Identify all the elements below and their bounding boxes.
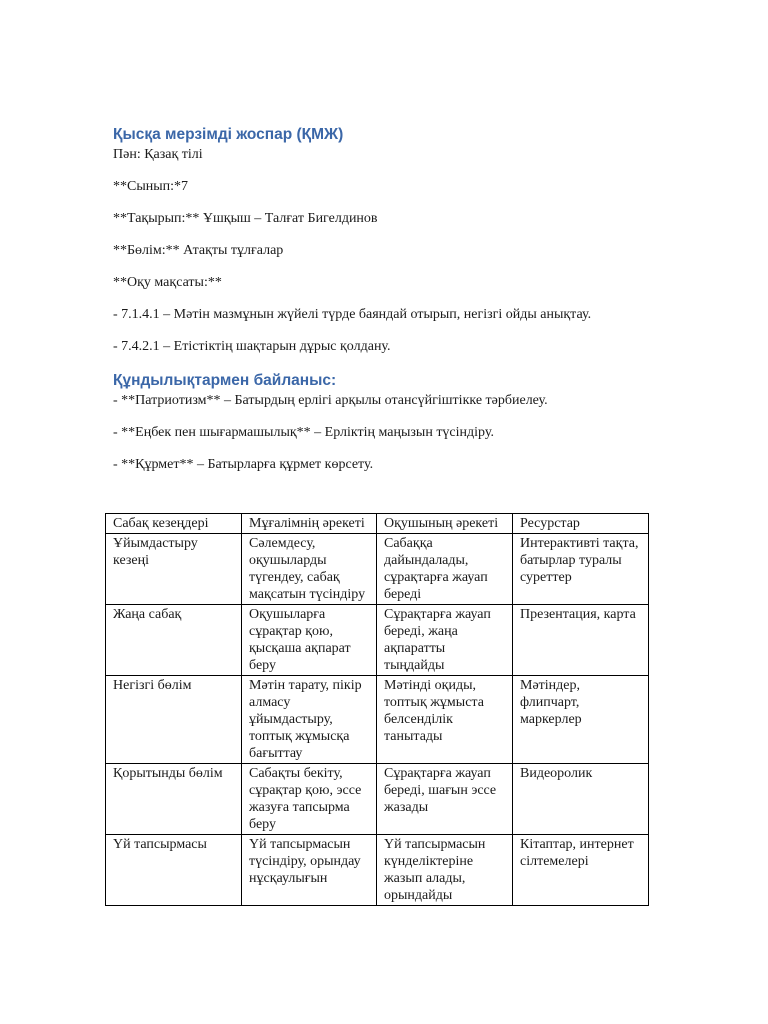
table-cell: Қорытынды бөлім <box>106 764 242 835</box>
value-item: - **Еңбек пен шығармашылық** – Ерліктің маңызын түсіндіру. <box>113 425 494 440</box>
table-cell: Кітаптар, интернет сілтемелері <box>513 835 649 906</box>
header-cell: Ресурстар <box>513 514 649 534</box>
goal-item: - 7.4.2.1 – Етістіктің шақтарын дұрыс қолдану. <box>113 339 391 354</box>
header-cell: Сабақ кезеңдері <box>106 514 242 534</box>
value-item: - **Патриотизм** – Батырдың ерлігі арқылы отансүйгіштікке тәрбиелеу. <box>113 393 548 408</box>
table-row <box>106 764 649 835</box>
table-cell: Сабақты бекіту, сұрақтар қою, эссе жазуға тапсырма беру <box>242 764 377 835</box>
table-cell: Сұрақтарға жауап береді, жаңа ақпаратты тыңдайды <box>377 605 513 676</box>
goals-label: **Оқу мақсаты:** <box>113 275 222 290</box>
doc-title: Қысқа мерзімді жоспар (ҚМЖ) <box>113 126 344 143</box>
goal-item: - 7.1.4.1 – Мәтін мазмұнын жүйелі түрде баяндай отырып, негізгі ойды анықтау. <box>113 307 592 322</box>
lesson-plan-table <box>105 513 649 906</box>
table-cell: Оқушыларға сұрақтар қою, қысқаша ақпарат беру <box>242 605 377 676</box>
table-cell: Сабаққа дайындалады, сұрақтарға жауап береді <box>377 534 513 605</box>
table-cell: Мәтін тарату, пікір алмасу ұйымдастыру, топтық жұмысқа бағыттау <box>242 676 377 764</box>
table-row <box>106 676 649 764</box>
table-cell: Мәтінді оқиды, топтық жұмыста белсенділік танытады <box>377 676 513 764</box>
subject-line: Пән: Қазақ тілі <box>113 147 203 162</box>
table-cell: Презентация, карта <box>513 605 649 676</box>
table-cell: Үй тапсырмасын күнделіктеріне жазып алады, орындайды <box>377 835 513 906</box>
table-cell: Үй тапсырмасын түсіндіру, орындау нұсқаулығын <box>242 835 377 906</box>
table-cell: Жаңа сабақ <box>106 605 242 676</box>
grade-line: **Сынып:*7 <box>113 179 189 194</box>
table-cell: Интерактивті тақта, батырлар туралы суреттер <box>513 534 649 605</box>
table-cell: Ұйымдастыру кезеңі <box>106 534 242 605</box>
table-cell: Негізгі бөлім <box>106 676 242 764</box>
topic-line: **Тақырып:** Ұшқыш – Талғат Бигелдинов <box>113 211 378 226</box>
table-row <box>106 605 649 676</box>
header-cell: Оқушының әрекеті <box>377 514 513 534</box>
table-cell: Үй тапсырмасы <box>106 835 242 906</box>
section-line: **Бөлім:** Атақты тұлғалар <box>113 243 284 258</box>
table-cell: Видеоролик <box>513 764 649 835</box>
header-cell: Мұғалімнің әрекеті <box>242 514 377 534</box>
document-body <box>113 124 658 474</box>
table-row <box>106 534 649 605</box>
values-heading: Құндылықтармен байланыс: <box>113 372 337 389</box>
table-cell: Мәтіндер, флипчарт, маркерлер <box>513 676 649 764</box>
table-header-row <box>106 514 649 534</box>
table-cell: Сәлемдесу, оқушыларды түгендеу, сабақ мақсатын түсіндіру <box>242 534 377 605</box>
table-cell: Сұрақтарға жауап береді, шағын эссе жазады <box>377 764 513 835</box>
value-item: - **Құрмет** – Батырларға құрмет көрсету. <box>113 457 374 472</box>
table-row <box>106 835 649 906</box>
